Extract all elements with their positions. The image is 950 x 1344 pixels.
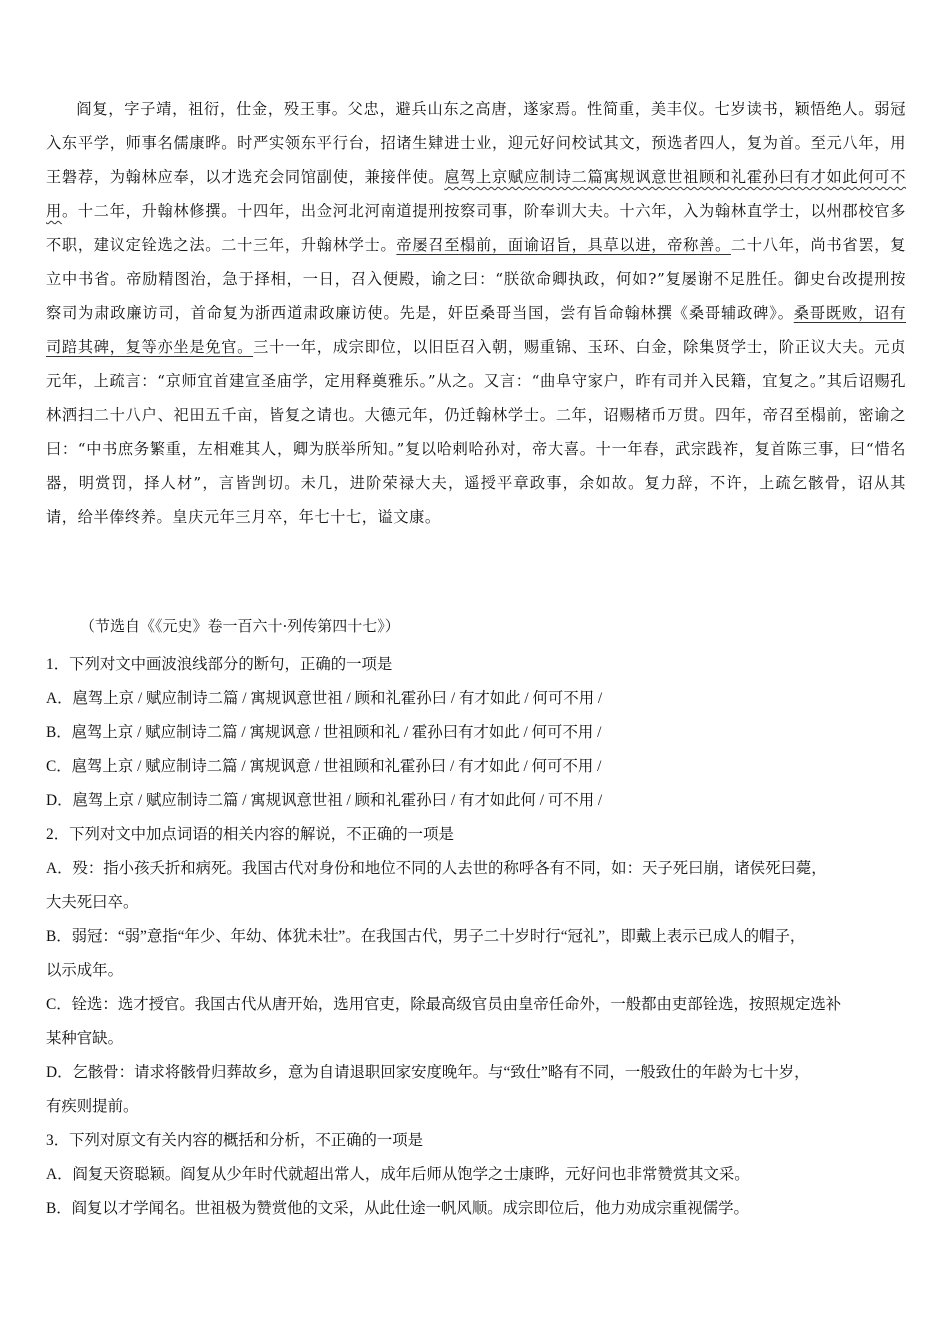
question-3-option-b: B．阎复以才学闻名。世祖极为赞赏他的文采，从此仕途一帆风顺。成宗即位后，他力劝成宗重视儒学。 xyxy=(46,1200,749,1217)
question-3-option-a: A．阎复天资聪颖。阎复从少年时代就超出常人，成年后师从饱学之士康晔，元好问也非常赞赏其文采。 xyxy=(46,1166,750,1183)
question-1-option-a: A．扈驾上京 / 赋应制诗二篇 / 寓规讽意世祖 / 顾和礼霍孙曰 / 有才如此 / 何可不用 / xyxy=(46,690,603,707)
classical-chinese-passage xyxy=(46,92,906,534)
question-2-option-a-cont: 大夫死曰卒。 xyxy=(46,894,139,911)
question-2-option-a: A．殁：指小孩夭折和病死。我国古代对身份和地位不同的人去世的称呼各有不同，如：天子死曰崩，诸侯死曰薨， xyxy=(46,860,827,877)
passage-text-2: 。十二年，升翰林修撰。十四年，出佥河北河南道提刑按察司事，阶奉训大夫。十六年，入为翰林直学士，以州郡校官多不职，建议定铨选之法。二十三年，升翰林学士。 xyxy=(46,202,906,254)
passage-text-3: 二十八年，尚书省罢，复立中书省。帝励精图治，急于择相，一日，召入便殿，谕之曰：“朕欲命卿执政，何如?”复屡谢不足胜任。御史台改提刑按察司为肃政廉访司，首命复为浙西道肃政廉访使。先是，奸臣桑哥当国，尝有旨命翰林撰《桑哥辅政碑》。 xyxy=(46,236,906,322)
question-2-option-c-cont: 某种官缺。 xyxy=(46,1030,123,1047)
passage-text-1: 阎复，字子靖，祖衍，仕金，殁王事。父忠，避兵山东之高唐，遂家焉。性简重，美丰仪。七岁读书，颖悟绝人。弱冠入东平学，师事名儒康晔。时严实领东平行台，招诸生肄进士业，迎元好问校试其文，预选者四人，复为首。至元八年，用王磐荐，为翰林应奉，以才选充会同馆副使，兼接伴使。 xyxy=(46,100,906,186)
underlined-sentence-2: 桑哥既败，诏有司踣其碑，复等亦坐是免官。 xyxy=(46,304,906,356)
passage-text-4: 三十一年，成宗即位，以旧臣召入朝，赐重锦、玉环、白金，除集贤学士，阶正议大夫。元贞元年，上疏言：“京师宜首建宣圣庙学，定用释奠雅乐。”从之。又言：“曲阜守家户，昨有司并入民籍，宜复之。”其后诏赐孔林洒扫二十八户、祀田五千亩，皆复之请也。大德元年，仍迁翰林学士。二年，诏赐楮币万贯。四年，帝召至榻前，密谕之曰：“中书庶务繁重，左相难其人，卿为朕举所知。”复以哈剌哈孙对，帝大喜。十一年春，武宗践祚，复首陈三事，曰“惜名器，明赏罚，择人材”，言皆剀切。未几，进阶荣禄大夫，遥授平章政事，余如故。复力辞，不许，上疏乞骸骨，诏从其请，给半俸终养。皇庆元年三月卒，年七十七，谥文康。 xyxy=(46,338,906,526)
question-2-option-b: B．弱冠：“弱”意指“年少、年幼、体犹未壮”。在我国古代，男子二十岁时行“冠礼”，即戴上表示已成人的帽子， xyxy=(46,928,806,945)
question-1-option-d: D．扈驾上京 / 赋应制诗二篇 / 寓规讽意世祖 / 顾和礼霍孙曰 / 有才如此何 / 可不用 / xyxy=(46,792,603,809)
underlined-sentence-1: 帝屡召至榻前，面谕诏旨，具草以进，帝称善。 xyxy=(396,236,731,254)
question-2-option-c: C．铨选：选才授官。我国古代从唐开始，选用官吏，除最高级官员由皇帝任命外，一般都由吏部铨选，按照规定选补 xyxy=(46,996,842,1013)
wavy-underlined-sentence: 扈驾上京赋应制诗二篇寓规讽意世祖顾和礼霍孙曰有才如此何可不用 xyxy=(46,168,907,220)
passage-source: （节选自《《元史》卷一百六十·列传第四十七》） xyxy=(80,617,400,635)
question-1-stem: 1．下列对文中画波浪线部分的断句，正确的一项是 xyxy=(46,656,393,673)
question-2-stem: 2．下列对文中加点词语的相关内容的解说，不正确的一项是 xyxy=(46,826,454,843)
question-2-option-b-cont: 以示成年。 xyxy=(46,962,123,979)
question-3-stem: 3．下列对原文有关内容的概括和分析，不正确的一项是 xyxy=(46,1132,424,1149)
question-1-option-b: B．扈驾上京 / 赋应制诗二篇 / 寓规讽意 / 世祖顾和礼 / 霍孙曰有才如此 / 何可不用 / xyxy=(46,724,602,741)
question-2-option-d-cont: 有疾则提前。 xyxy=(46,1098,139,1115)
questions xyxy=(46,648,912,1226)
question-2-option-d: D．乞骸骨：请求将骸骨归葬故乡，意为自请退职回家安度晚年。与“致仕”略有不同，一般致仕的年龄为七十岁， xyxy=(46,1064,810,1081)
question-1-option-c: C．扈驾上京 / 赋应制诗二篇 / 寓规讽意 / 世祖顾和礼霍孙曰 / 有才如此 / 何可不用 / xyxy=(46,758,602,775)
